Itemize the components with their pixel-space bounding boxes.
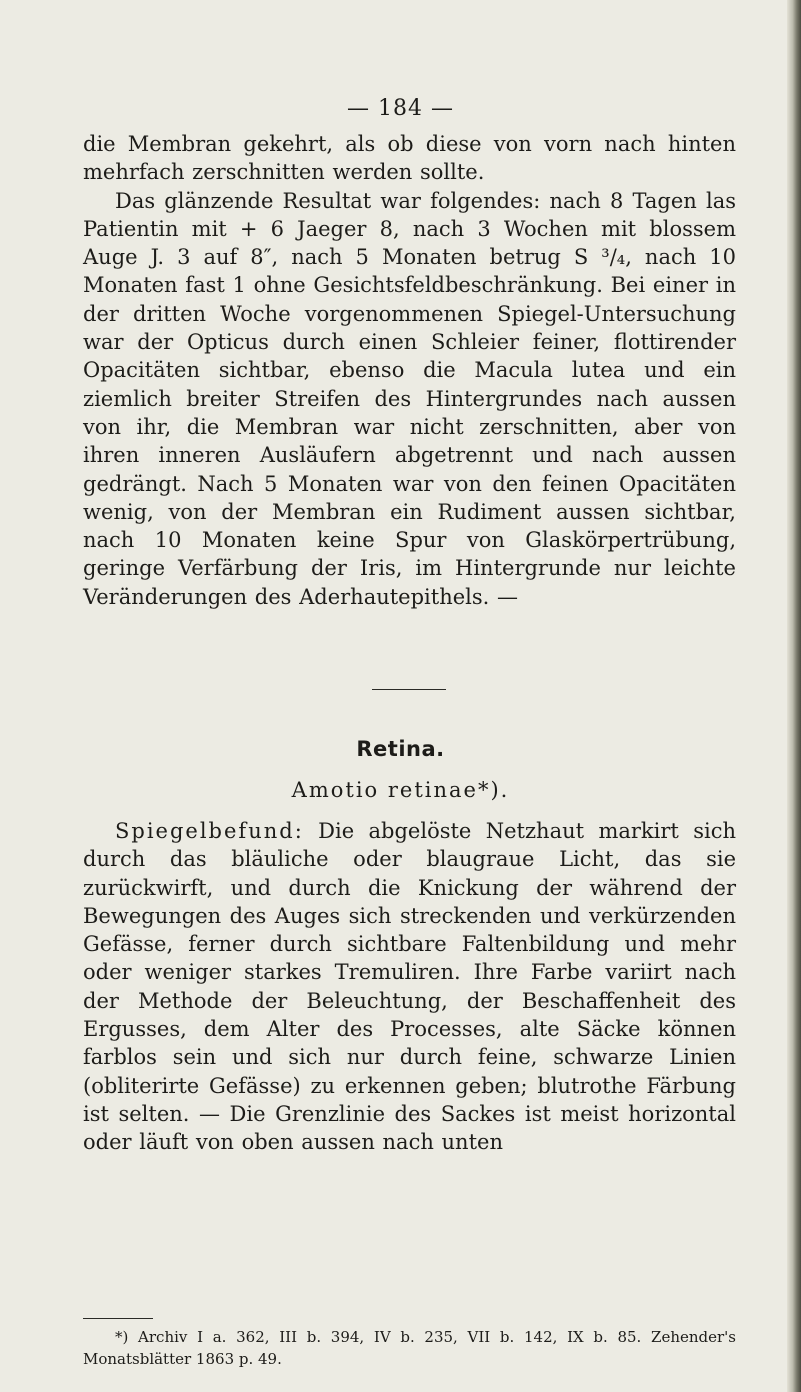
section-divider (372, 689, 446, 690)
paragraph-continuation: die Membran gekehrt, als ob diese von vorn nach hinten mehrfach zerschnitten werden sollte. (83, 132, 736, 185)
paragraph-result: Das glänzende Resultat war folgendes: nach 8 Tagen las Patientin mit + 6 Jaeger 8, nach 3 Wochen mit blossem Auge J. 3 auf 8″, nach 5 Monaten betrug S ³/₄, nach 10 Monaten fast 1 ohne Gesichtsfeldbeschränkung. Bei einer in der dritten Woche vorgenommenen Spiegel-Untersuchung war der Opticus durch einen Schleier feiner, flottirender Opacitäten sichtbar, ebenso die Macula lutea und ein ziemlich breiter Streifen des Hintergrundes nach aussen von ihr, die Membran war nicht zerschnitten, aber von ihren inneren Ausläufern abgetrennt und nach aussen gedrängt. Nach 5 Monaten war von den feinen Opacitäten wenig, von der Membran ein Rudiment aussen sichtbar, nach 10 Monaten keine Spur von Glaskörpertrübung, geringe Verfärbung der Iris, im Hintergrunde nur leichte Veränderungen des Aderhautepithels. — (83, 188, 736, 609)
footnote-text: *) Archiv I a. 362, III b. 394, IV b. 235, VII b. 142, IX b. 85. Zehender's Monatsblätter 1863 p. 49. (83, 1328, 736, 1368)
page-number: — 184 — (347, 96, 454, 121)
paragraph-lead: Spiegelbefund: (115, 819, 304, 843)
subheading: Amotio retinae*). (291, 778, 510, 802)
footnote (83, 1326, 736, 1370)
page-edge-shadow (787, 0, 801, 1392)
body-text-block (83, 817, 736, 1157)
paragraph-spiegelbefund (83, 817, 736, 1157)
footnote-rule (83, 1318, 153, 1319)
section-heading: Retina. (356, 737, 445, 761)
paragraph-body: Die abgelöste Netzhaut markirt sich durch das bläuliche oder blaugraue Licht, das sie zurückwirft, und durch die Knickung der während der Bewegungen des Auges sich streckenden und verkürzenden Gefässe, ferner durch sichtbare Faltenbildung und mehr oder weniger starkes Tremuliren. Ihre Farbe variirt nach der Methode der Beleuchtung, der Beschaffenheit des Ergusses, dem Alter des Processes, alte Säcke können farblos sein und sich nur durch feine, schwarze Linien (obliterirte Gefässe) zu erkennen geben; blutrothe Färbung ist selten. — Die Grenzlinie des Sackes ist meist horizontal oder läuft von oben aussen nach unten (83, 819, 736, 1155)
top-text-block (83, 130, 736, 611)
